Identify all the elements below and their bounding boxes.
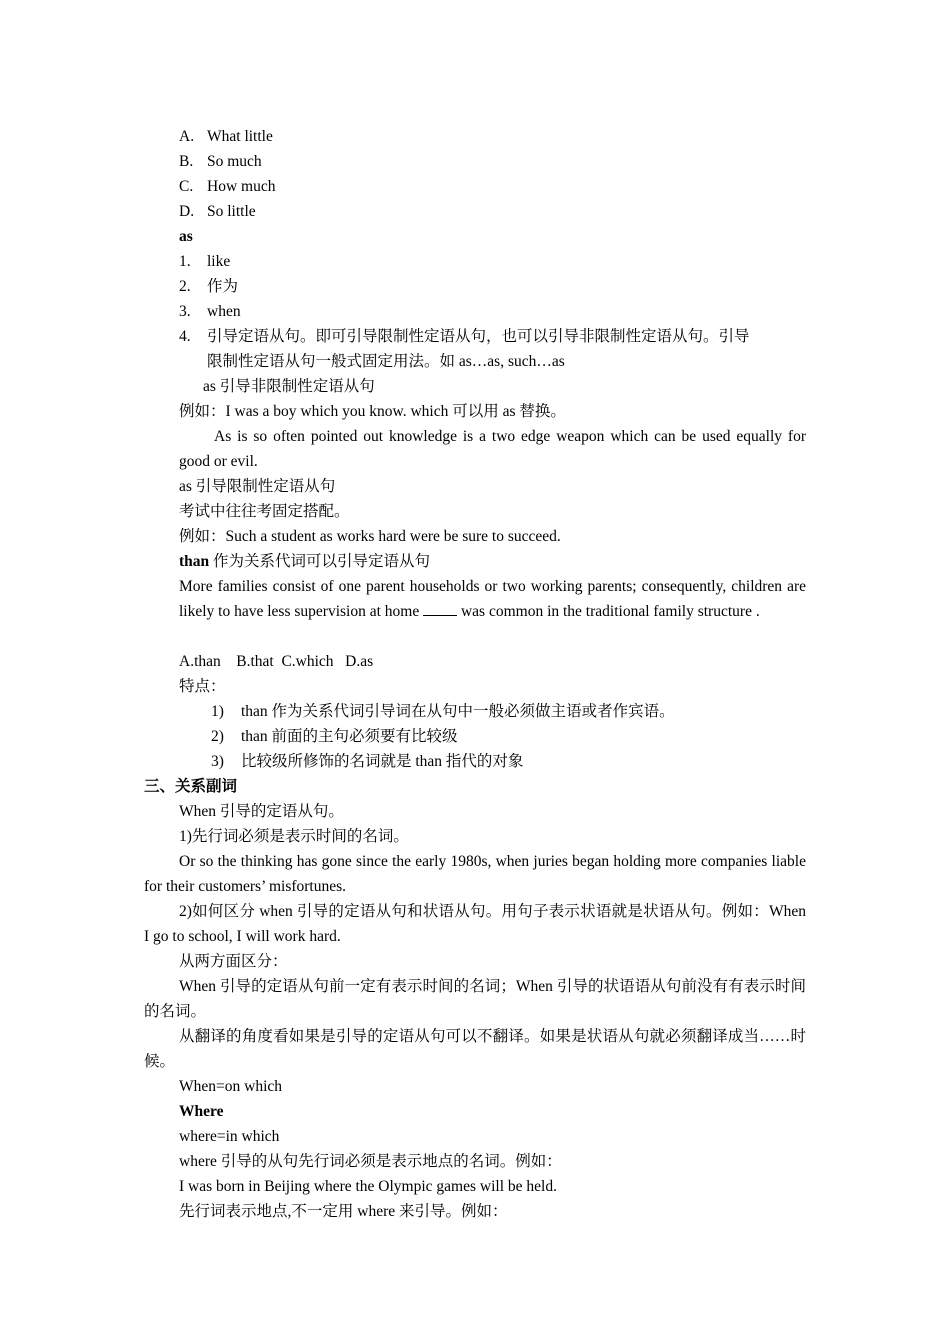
as-nonrestrictive-note: as 引导非限制性定语从句 <box>203 378 375 395</box>
where-heading: Where <box>179 1103 224 1120</box>
as-heading: as <box>179 228 193 245</box>
when-point-1: 1)先行词必须是表示时间的名词。 <box>179 828 409 845</box>
where-equivalent: where=in which <box>179 1128 280 1145</box>
exam-note: 考试中往往考固定搭配。 <box>179 503 350 520</box>
when-intro: When 引导的定语从句。 <box>179 803 344 820</box>
as-item-2: 2. 作为 <box>179 278 239 295</box>
when-example-1: Or so the thinking has gone since the early 1980s, when juries began holding more companies liable for their customers’ misfortunes. <box>144 853 806 895</box>
option-d: D. So little <box>179 203 256 220</box>
feature-3: 3) 比较级所修饰的名词就是 than 指代的对象 <box>211 753 524 770</box>
as-example-1: 例如：I was a boy which you know. which 可以用 as 替换。 <box>179 403 566 420</box>
as-example-3: 例如：Such a student as works hard were be sure to succeed. <box>179 528 561 545</box>
aspect-1: When 引导的定语从句前一定有表示时间的名词；When 引导的状语语从句前没有有表示时间的名词。 <box>144 978 806 1020</box>
aspect-2: 从翻译的角度看如果是引导的定语从句可以不翻译。如果是状语从句就必须翻译成当……时候。 <box>144 1028 806 1070</box>
where-rule: where 引导的从句先行词必须是表示地点的名词。例如： <box>179 1153 562 1170</box>
as-restrictive-note: as 引导限制性定语从句 <box>179 478 336 495</box>
where-note: 先行词表示地点,不一定用 where 来引导。例如： <box>179 1203 508 1220</box>
than-question: More families consist of one parent households or two working parents; consequently, children are likely to have less supervision at home was common in the traditional family structure . <box>179 578 806 620</box>
when-equivalent: When=on which <box>179 1078 283 1095</box>
feature-2: 2) than 前面的主句必须要有比较级 <box>211 728 458 745</box>
as-example-2: As is so often pointed out knowledge is a two edge weapon which can be used equally for good or evil. <box>179 428 806 470</box>
as-item-1: 1. like <box>179 253 231 270</box>
as-item-4-continued: 限制性定语从句一般式固定用法。如 as…as, such…as <box>207 353 565 370</box>
option-c: C. How much <box>179 178 276 195</box>
as-item-3: 3. when <box>179 303 241 320</box>
features-label: 特点： <box>179 678 226 695</box>
answer-blank <box>423 600 457 616</box>
when-point-2: 2)如何区分 when 引导的定语从句和状语从句。用句子表示状语就是状语从句。例如：When I go to school, I will work hard. <box>144 903 806 945</box>
as-item-4: 4. 引导定语从句。即可引导限制性定语从句，也可以引导非限制性定语从句。引导 <box>179 328 750 345</box>
than-heading: than 作为关系代词可以引导定语从句 <box>179 553 431 570</box>
option-a: A. What little <box>179 128 273 145</box>
two-aspects: 从两方面区分： <box>179 953 288 970</box>
option-b: B. So much <box>179 153 262 170</box>
feature-1: 1) than 作为关系代词引导词在从句中一般必须做主语或者作宾语。 <box>211 703 675 720</box>
than-choices: A.than B.that C.which D.as <box>179 653 374 670</box>
adverb-heading: 三、关系副词 <box>144 778 238 795</box>
where-example: I was born in Beijing where the Olympic games will be held. <box>179 1178 557 1195</box>
